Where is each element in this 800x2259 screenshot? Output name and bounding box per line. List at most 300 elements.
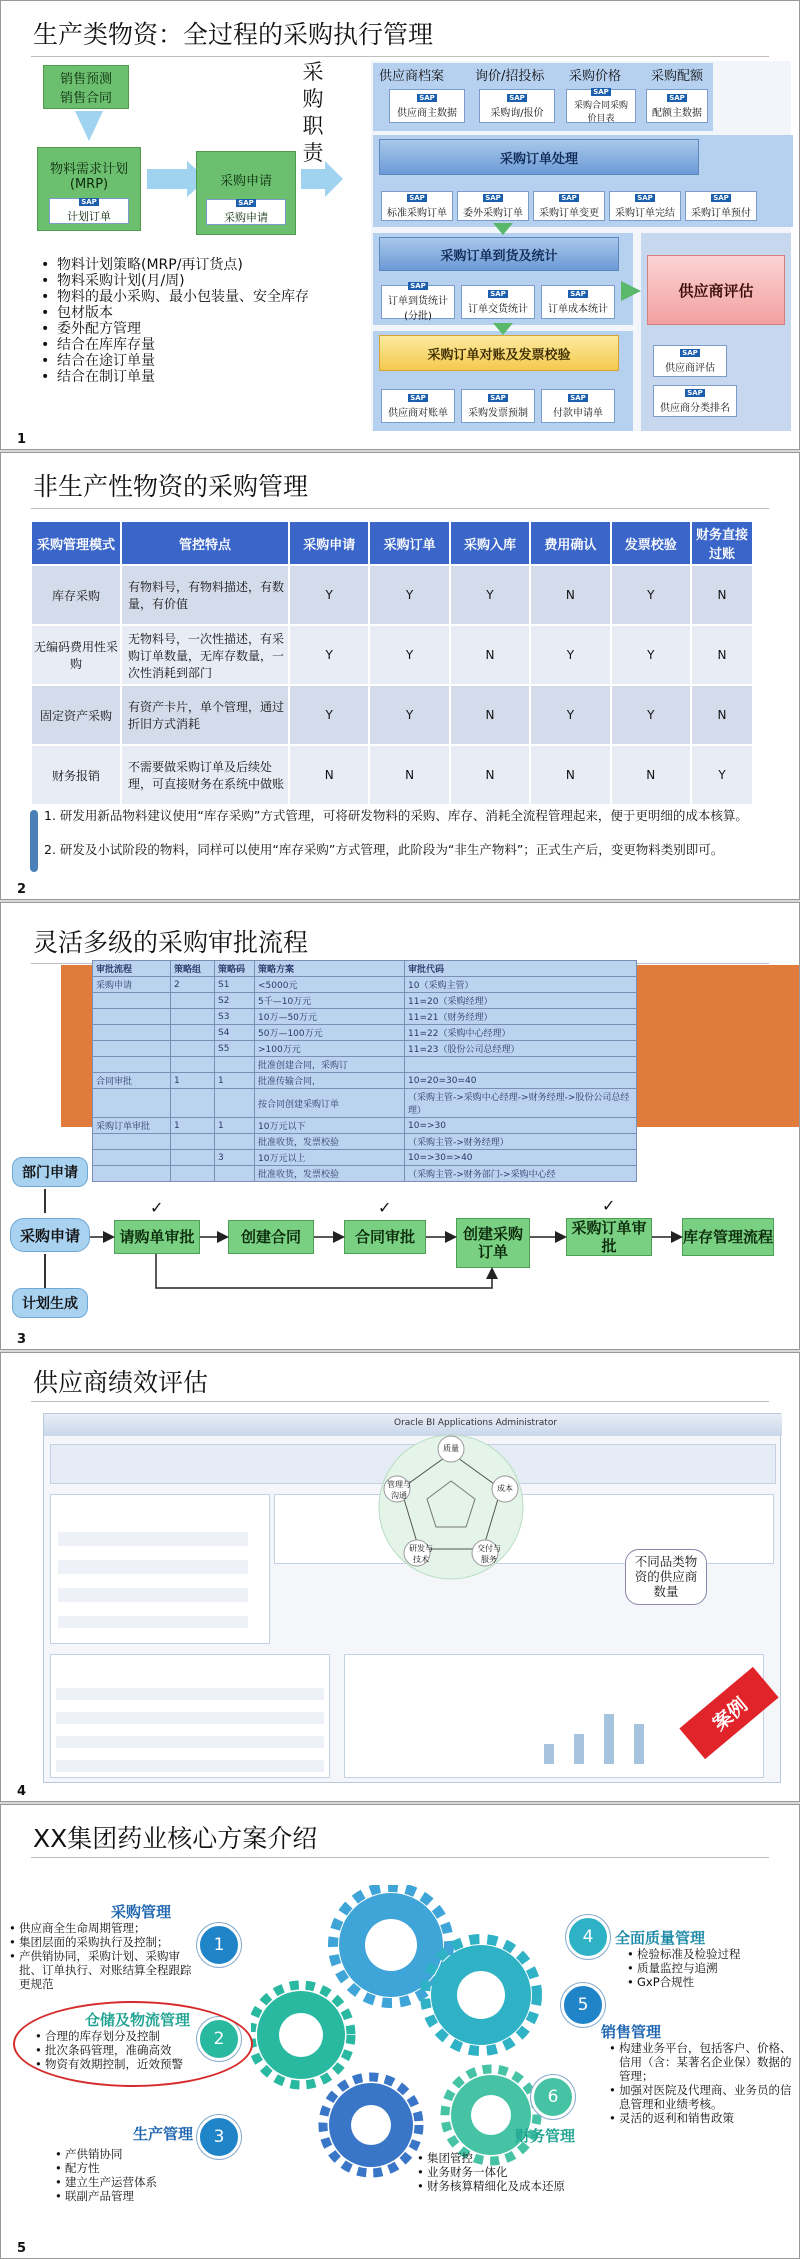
value-cell: Y bbox=[289, 565, 369, 625]
order-item bbox=[381, 191, 453, 221]
purchase-request-box bbox=[196, 151, 296, 235]
table-header: 费用确认 bbox=[530, 521, 610, 565]
table-row bbox=[93, 1041, 637, 1057]
divider bbox=[31, 1857, 769, 1858]
table-cell: （采购主管->财务部门->采购中心经 bbox=[405, 1166, 637, 1182]
table-cell: 11=21（财务经理） bbox=[405, 1009, 637, 1025]
feature-cell: 有物料号，有物料描述，有数量，有价值 bbox=[121, 565, 289, 625]
sap-logo: SAP bbox=[669, 93, 685, 102]
top-item-label: 供应商主数据 bbox=[397, 107, 457, 119]
supplier-eval-head: 供应商评估 bbox=[647, 255, 785, 325]
list-item: • 集团层面的采购执行及控制； bbox=[7, 1935, 195, 1949]
table-cell: S5 bbox=[215, 1041, 255, 1057]
reconcile-item-label: 供应商对账单 bbox=[388, 407, 448, 419]
table-cell bbox=[93, 1009, 171, 1025]
finance-list bbox=[415, 2151, 605, 2193]
table-cell: 3 bbox=[215, 1150, 255, 1166]
top-item bbox=[646, 89, 708, 123]
order-item-label: 采购订单预付 bbox=[691, 207, 751, 219]
sap-logo: SAP bbox=[238, 199, 254, 207]
value-cell: N bbox=[450, 745, 530, 805]
list-item: • 产供销协同，采购计划、采购审批、订单执行、对账结算全程跟踪更规范 bbox=[7, 1949, 195, 1991]
sap-logo: SAP bbox=[593, 88, 609, 96]
table-cell: 10万元以下 bbox=[255, 1118, 405, 1134]
sap-logo: SAP bbox=[81, 198, 97, 206]
plan-generate-tag: 计划生成 bbox=[12, 1288, 88, 1318]
table-header: 采购订单 bbox=[369, 521, 449, 565]
section-title-production: 生产管理 bbox=[133, 2125, 194, 2143]
sap-logo: SAP bbox=[713, 193, 729, 202]
table-cell: 1 bbox=[171, 1118, 215, 1134]
top-item bbox=[389, 89, 465, 123]
reconcile-item-label: 付款申请单 bbox=[553, 407, 603, 419]
value-cell: N bbox=[450, 685, 530, 745]
value-cell: Y bbox=[530, 685, 610, 745]
list-item: • GxP合规性 bbox=[625, 1975, 785, 1989]
table-row bbox=[93, 1057, 637, 1073]
value-cell: N bbox=[691, 685, 753, 745]
table-header: 采购管理模式 bbox=[31, 521, 121, 565]
table-row bbox=[93, 1150, 637, 1166]
purchase-request-item-label: 采购申请 bbox=[224, 211, 268, 224]
table-cell bbox=[93, 1166, 171, 1182]
value-cell: N bbox=[289, 745, 369, 805]
reconcile-head: 采购订单对账及发票校验 bbox=[379, 335, 619, 371]
gear-icon bbox=[323, 2077, 419, 2173]
list-item: • 供应商全生命周期管理； bbox=[7, 1921, 195, 1935]
list-item: • 构建业务平台，包括客户、价格、信用（含：某著名企业保）数据的管理； bbox=[607, 2041, 797, 2083]
table-header-row bbox=[93, 961, 637, 977]
table-cell: 10（采购主管） bbox=[405, 977, 637, 993]
table-cell: 采购申请 bbox=[93, 977, 171, 993]
flow-step-contract-approval: 合同审批 bbox=[344, 1220, 426, 1254]
top-item-label: 采购合同采购价目表 bbox=[573, 101, 628, 124]
table-cell: 2 bbox=[171, 977, 215, 993]
table-cell: （采购主管->采购中心经理->财务经理->股份公司总经理） bbox=[405, 1089, 637, 1118]
arrival-item bbox=[461, 285, 535, 319]
order-item-label: 采购订单变更 bbox=[539, 207, 599, 219]
feature-cell: 不需要做采购订单及后续处理，可直接财务在系统中做账 bbox=[121, 745, 289, 805]
arrival-head: 采购订单到货及统计 bbox=[379, 237, 619, 271]
list-item: • 物料采购计划(月/周) bbox=[37, 273, 347, 289]
quality-list bbox=[625, 1947, 785, 1989]
list-item: • 包材版本 bbox=[37, 305, 347, 321]
order-item bbox=[533, 191, 605, 221]
mode-cell: 固定资产采购 bbox=[31, 685, 121, 745]
divider bbox=[31, 56, 769, 57]
table-cell bbox=[215, 1057, 255, 1073]
section-number-3: 3 bbox=[197, 2115, 241, 2159]
table-cell: 10=>30=>40 bbox=[405, 1150, 637, 1166]
sap-logo: SAP bbox=[490, 289, 506, 298]
list-item: • 物资有效期控制，近效预警 bbox=[33, 2057, 233, 2071]
top-item bbox=[566, 89, 636, 123]
warehouse-list bbox=[33, 2029, 233, 2071]
slide-title: 非生产性物资的采购管理 bbox=[33, 472, 309, 501]
kpi-rows bbox=[58, 1518, 248, 1628]
chart-bar bbox=[634, 1724, 644, 1764]
table-cell bbox=[171, 1089, 215, 1118]
dept-request-tag: 部门申请 bbox=[12, 1157, 88, 1187]
slide-title: 灵活多级的采购审批流程 bbox=[33, 928, 309, 957]
table-cell bbox=[171, 1025, 215, 1041]
forecast-box bbox=[43, 65, 129, 109]
slide-5 bbox=[0, 1804, 800, 2259]
sap-logo: SAP bbox=[409, 193, 425, 202]
wheel-label: 管理与沟通 bbox=[387, 1480, 411, 1500]
eval-item bbox=[653, 345, 727, 377]
table-cell: 1 bbox=[215, 1118, 255, 1134]
arrival-item bbox=[381, 282, 455, 322]
table-cell: 10万元以上 bbox=[255, 1150, 405, 1166]
reconcile-item bbox=[461, 389, 535, 423]
table-cell: >100万元 bbox=[255, 1041, 405, 1057]
request-start: 采购申请 bbox=[10, 1218, 90, 1252]
table-header: 采购入库 bbox=[450, 521, 530, 565]
table-cell: 批准传输合同， bbox=[255, 1073, 405, 1089]
list-item: • 建立生产运营体系 bbox=[53, 2175, 213, 2189]
arrow-right-icon bbox=[621, 281, 641, 301]
check-icon: ✓ bbox=[602, 1196, 616, 1215]
arrival-item-label: 订单交货统计 bbox=[468, 303, 528, 315]
purchase-request-item bbox=[206, 199, 286, 225]
table-cell: 合同审批 bbox=[93, 1073, 171, 1089]
table-row bbox=[93, 977, 637, 993]
plan-order-item bbox=[49, 198, 129, 224]
table-cell: 50万—100万元 bbox=[255, 1025, 405, 1041]
top-item-label: 配额主数据 bbox=[652, 107, 702, 119]
table-cell: 批准收货，发票校验 bbox=[255, 1166, 405, 1182]
value-cell: Y bbox=[611, 685, 691, 745]
arrow-right-icon bbox=[301, 169, 327, 189]
gear-icon bbox=[425, 1939, 537, 2051]
chart-bar bbox=[604, 1714, 614, 1764]
table-row bbox=[31, 625, 753, 685]
table-cell bbox=[171, 993, 215, 1009]
reconcile-item bbox=[381, 389, 455, 423]
value-cell: N bbox=[369, 745, 449, 805]
flow-step-order-approval: 采购订单审批 bbox=[566, 1218, 652, 1256]
chart-bar bbox=[544, 1744, 554, 1764]
list-item: • 结合在途订单量 bbox=[37, 353, 347, 369]
slide-title: 生产类物资：全过程的采购执行管理 bbox=[33, 20, 434, 49]
table-header: 策略码 bbox=[215, 961, 255, 977]
table-cell bbox=[171, 1057, 215, 1073]
table-row bbox=[93, 1089, 637, 1118]
tab-supplier-file: 供应商档案 bbox=[379, 69, 445, 84]
value-cell: Y bbox=[289, 685, 369, 745]
table-row bbox=[93, 1073, 637, 1089]
list-item: • 结合在库库存量 bbox=[37, 337, 347, 353]
table-cell: S1 bbox=[215, 977, 255, 993]
order-item bbox=[457, 191, 529, 221]
sap-logo: SAP bbox=[509, 93, 525, 102]
sap-logo: SAP bbox=[410, 393, 426, 402]
table-cell: S4 bbox=[215, 1025, 255, 1041]
section-title-sales: 销售管理 bbox=[601, 2023, 662, 2041]
table-cell bbox=[93, 1089, 171, 1118]
value-cell: N bbox=[691, 565, 753, 625]
table-cell bbox=[171, 1150, 215, 1166]
note-bar bbox=[30, 810, 38, 872]
procurement-mode-table bbox=[30, 520, 754, 806]
note-text: 研发及小试阶段的物料，同样可以使用“库存采购”方式管理，此阶段为“非生产物料”；正式生产后，变更物料类别即可。 bbox=[59, 842, 724, 857]
section-title-purchase: 采购管理 bbox=[111, 1903, 172, 1921]
eval-item-label: 供应商评估 bbox=[665, 362, 715, 374]
table-cell: <5000元 bbox=[255, 977, 405, 993]
table-cell: 11=22（采购中心经理） bbox=[405, 1025, 637, 1041]
value-cell: N bbox=[611, 745, 691, 805]
list-item: • 配方性 bbox=[53, 2161, 213, 2175]
chart-bar bbox=[574, 1734, 584, 1764]
value-cell: Y bbox=[530, 625, 610, 685]
sap-logo: SAP bbox=[561, 193, 577, 202]
table-cell bbox=[171, 1009, 215, 1025]
table-row bbox=[93, 1025, 637, 1041]
table-row bbox=[93, 993, 637, 1009]
order-processing-head: 采购订单处理 bbox=[379, 139, 699, 175]
list-item: • 检验标准及检验过程 bbox=[625, 1947, 785, 1961]
list-item: • 加强对医院及代理商、业务员的信息管理和业绩考核。 bbox=[607, 2083, 797, 2111]
section-number-5: 5 bbox=[561, 1983, 605, 2027]
value-cell: Y bbox=[691, 745, 753, 805]
strategy-list bbox=[37, 257, 347, 385]
list-item: • 物料计划策略(MRP/再订货点) bbox=[37, 257, 347, 273]
sap-logo: SAP bbox=[490, 393, 506, 402]
tab-quota: 采购配额 bbox=[651, 69, 704, 84]
table-row bbox=[31, 745, 753, 805]
mrp-sub-label: (MRP) bbox=[69, 177, 109, 192]
table-cell: 批准创建合同，采购订 bbox=[255, 1057, 405, 1073]
table-cell: 1 bbox=[215, 1073, 255, 1089]
slide-title: XX集团药业核心方案介绍 bbox=[33, 1824, 318, 1853]
mode-cell: 无编码费用性采购 bbox=[31, 625, 121, 685]
ranking-rows bbox=[56, 1676, 324, 1772]
reconcile-item-label: 采购发票预制 bbox=[468, 407, 528, 419]
table-cell bbox=[171, 1166, 215, 1182]
value-cell: N bbox=[450, 625, 530, 685]
section-number-2: 2 bbox=[197, 2017, 241, 2061]
table-header: 发票校验 bbox=[611, 521, 691, 565]
slide-4 bbox=[0, 1352, 800, 1802]
arrow-right-icon bbox=[325, 161, 343, 197]
gear-icon bbox=[445, 2069, 537, 2161]
divider bbox=[31, 508, 769, 509]
list-item: • 批次条码管理，准确高效 bbox=[33, 2043, 233, 2057]
slide-number: 3 bbox=[17, 1332, 27, 1347]
section-title-quality: 全面质量管理 bbox=[615, 1929, 706, 1947]
list-item: • 委外配方管理 bbox=[37, 321, 347, 337]
table-row bbox=[93, 1118, 637, 1134]
value-cell: Y bbox=[611, 565, 691, 625]
gear-icon bbox=[251, 1985, 351, 2085]
duty-label: 采购职责 bbox=[302, 60, 324, 165]
table-header: 审批流程 bbox=[93, 961, 171, 977]
list-item: • 灵活的返利和销售政策 bbox=[607, 2111, 797, 2125]
note-1: 1. 研发用新品物料建议使用“库存采购”方式管理，可将研发物料的采购、库存、消耗全流程管理起来，便于更明细的成本核算。 bbox=[44, 808, 748, 823]
order-item bbox=[685, 191, 757, 221]
mode-cell: 库存采购 bbox=[31, 565, 121, 625]
flow-step-create-contract: 创建合同 bbox=[228, 1220, 314, 1254]
table-header: 采购申请 bbox=[289, 521, 369, 565]
arrival-item bbox=[541, 285, 615, 319]
table-row bbox=[31, 565, 753, 625]
table-header: 策略组 bbox=[171, 961, 215, 977]
table-cell: 11=23（股份公司总经理） bbox=[405, 1041, 637, 1057]
slide-number: 1 bbox=[17, 432, 27, 447]
slide-1 bbox=[0, 0, 800, 450]
list-item: • 联副产品管理 bbox=[53, 2189, 213, 2203]
table-cell bbox=[171, 1041, 215, 1057]
wheel-label: 研发与技术 bbox=[409, 1544, 433, 1564]
value-cell: Y bbox=[450, 565, 530, 625]
table-cell: 5千—10万元 bbox=[255, 993, 405, 1009]
arrival-item-label: 订单到货统计(分批) bbox=[388, 296, 448, 322]
table-cell: 10=>30 bbox=[405, 1118, 637, 1134]
check-icon: ✓ bbox=[150, 1198, 164, 1217]
sap-logo: SAP bbox=[570, 289, 586, 298]
reconcile-item bbox=[541, 389, 615, 423]
table-cell bbox=[93, 1025, 171, 1041]
table-cell bbox=[93, 993, 171, 1009]
case-stamp: 案例 bbox=[679, 1667, 778, 1759]
value-cell: N bbox=[691, 625, 753, 685]
table-row bbox=[93, 1009, 637, 1025]
table-cell: S3 bbox=[215, 1009, 255, 1025]
slide-number: 4 bbox=[17, 1784, 27, 1799]
note-2: 2. 研发及小试阶段的物料，同样可以使用“库存采购”方式管理，此阶段为“非生产物料”；正式生产后，变更物料类别即可。 bbox=[44, 842, 724, 857]
sap-logo: SAP bbox=[419, 93, 435, 102]
sap-logo: SAP bbox=[687, 388, 703, 397]
table-header: 审批代码 bbox=[405, 961, 637, 977]
sap-logo: SAP bbox=[682, 348, 698, 357]
list-item: • 财务核算精细化及成本还原 bbox=[415, 2179, 605, 2193]
order-item-label: 委外采购订单 bbox=[463, 207, 523, 219]
note-text: 研发用新品物料建议使用“库存采购”方式管理，可将研发物料的采购、库存、消耗全流程管理起来，便于更明细的成本核算。 bbox=[59, 808, 748, 823]
sap-logo: SAP bbox=[570, 393, 586, 402]
value-cell: Y bbox=[289, 625, 369, 685]
section-number-1: 1 bbox=[197, 1923, 241, 1967]
list-item: • 结合在制订单量 bbox=[37, 369, 347, 385]
list-item: • 集团管控 bbox=[415, 2151, 605, 2165]
mrp-label: 物料需求计划 bbox=[49, 162, 128, 177]
table-header: 管控特点 bbox=[121, 521, 289, 565]
table-row bbox=[93, 1134, 637, 1150]
value-cell: N bbox=[530, 565, 610, 625]
wheel-label: 成本 bbox=[497, 1484, 513, 1493]
check-icon: ✓ bbox=[378, 1198, 392, 1217]
value-cell: N bbox=[530, 745, 610, 805]
arrow-down-icon bbox=[493, 223, 513, 235]
order-item-label: 标准采购订单 bbox=[387, 207, 447, 219]
table-cell: 11=20（采购经理） bbox=[405, 993, 637, 1009]
app-title: Oracle BI Applications Administrator bbox=[394, 1418, 558, 1428]
eval-item bbox=[653, 385, 737, 417]
table-cell bbox=[93, 1150, 171, 1166]
tab-price: 采购价格 bbox=[569, 69, 622, 84]
contract-label: 销售合同 bbox=[59, 91, 112, 106]
arrival-item-label: 订单成本统计 bbox=[548, 303, 608, 315]
divider bbox=[31, 1401, 769, 1402]
approval-strategy-table bbox=[92, 960, 637, 1182]
table-cell bbox=[171, 1134, 215, 1150]
table-cell: 按合同创建采购订单 bbox=[255, 1089, 405, 1118]
value-cell: Y bbox=[369, 625, 449, 685]
flow-step-inventory: 库存管理流程 bbox=[682, 1218, 774, 1256]
table-cell: 批准收货，发票校验 bbox=[255, 1134, 405, 1150]
wheel-label: 交付与服务 bbox=[477, 1544, 501, 1564]
value-cell: Y bbox=[369, 565, 449, 625]
table-cell bbox=[215, 1134, 255, 1150]
slide-number: 2 bbox=[17, 882, 27, 897]
plan-order-label: 计划订单 bbox=[67, 210, 111, 223]
arrow-right-icon bbox=[147, 169, 189, 189]
sap-logo: SAP bbox=[410, 282, 426, 290]
table-cell: 采购订单审批 bbox=[93, 1118, 171, 1134]
slide-number: 5 bbox=[17, 2241, 27, 2256]
table-cell bbox=[405, 1057, 637, 1073]
tab-inquiry: 询价/招投标 bbox=[475, 69, 545, 84]
table-header: 策略方案 bbox=[255, 961, 405, 977]
slide-title: 供应商绩效评估 bbox=[33, 1368, 209, 1397]
list-item: • 业务财务一体化 bbox=[415, 2165, 605, 2179]
mrp-box bbox=[37, 147, 141, 231]
value-cell: Y bbox=[369, 685, 449, 745]
table-row bbox=[31, 685, 753, 745]
list-item: • 产供销协同 bbox=[53, 2147, 213, 2161]
top-item bbox=[479, 89, 555, 123]
sap-logo: SAP bbox=[485, 193, 501, 202]
value-cell: Y bbox=[611, 625, 691, 685]
list-item: • 质量监控与追溯 bbox=[625, 1961, 785, 1975]
table-header: 财务直接过账 bbox=[691, 521, 753, 565]
feature-cell: 无物料号，一次性描述，有采购订单数量，无库存数量，一次性消耗到部门 bbox=[121, 625, 289, 685]
arrow-down-icon bbox=[493, 323, 513, 335]
table-cell bbox=[93, 1134, 171, 1150]
feature-cell: 有资产卡片，单个管理，通过折旧方式消耗 bbox=[121, 685, 289, 745]
table-header-row bbox=[31, 521, 753, 565]
table-cell bbox=[93, 1057, 171, 1073]
table-cell: S2 bbox=[215, 993, 255, 1009]
table-row bbox=[93, 1166, 637, 1182]
flow-step-requisition-approval: 请购单审批 bbox=[114, 1220, 200, 1254]
purchase-request-label: 采购申请 bbox=[219, 174, 272, 189]
section-number-6: 6 bbox=[531, 2075, 575, 2119]
wheel-label: 质量 bbox=[443, 1444, 459, 1453]
sales-list bbox=[607, 2041, 797, 2125]
table-cell bbox=[215, 1166, 255, 1182]
top-item-label: 采购询/报价 bbox=[490, 107, 544, 119]
mode-cell: 财务报销 bbox=[31, 745, 121, 805]
production-list bbox=[53, 2147, 213, 2203]
table-cell bbox=[215, 1089, 255, 1118]
table-cell: 10=20=30=40 bbox=[405, 1073, 637, 1089]
sap-logo: SAP bbox=[637, 193, 653, 202]
purchase-list bbox=[7, 1921, 195, 1991]
flow-arrows bbox=[0, 1200, 800, 1300]
eval-item-label: 供应商分类排名 bbox=[660, 402, 730, 414]
list-item: • 物料的最小采购、最小包装量、安全库存 bbox=[37, 289, 347, 305]
section-title-warehouse: 仓储及物流管理 bbox=[85, 2011, 191, 2029]
table-cell: （采购主管->财务经理） bbox=[405, 1134, 637, 1150]
callout-note: 不同品类物资的供应商数量 bbox=[625, 1549, 707, 1605]
flow-step-create-order: 创建采购订单 bbox=[456, 1218, 530, 1268]
arrow-down-icon bbox=[75, 111, 103, 141]
gear-icon bbox=[333, 1887, 449, 2003]
section-title-finance: 财务管理 bbox=[515, 2127, 576, 2145]
section-number-4: 4 bbox=[566, 1915, 610, 1959]
order-item bbox=[609, 191, 681, 221]
